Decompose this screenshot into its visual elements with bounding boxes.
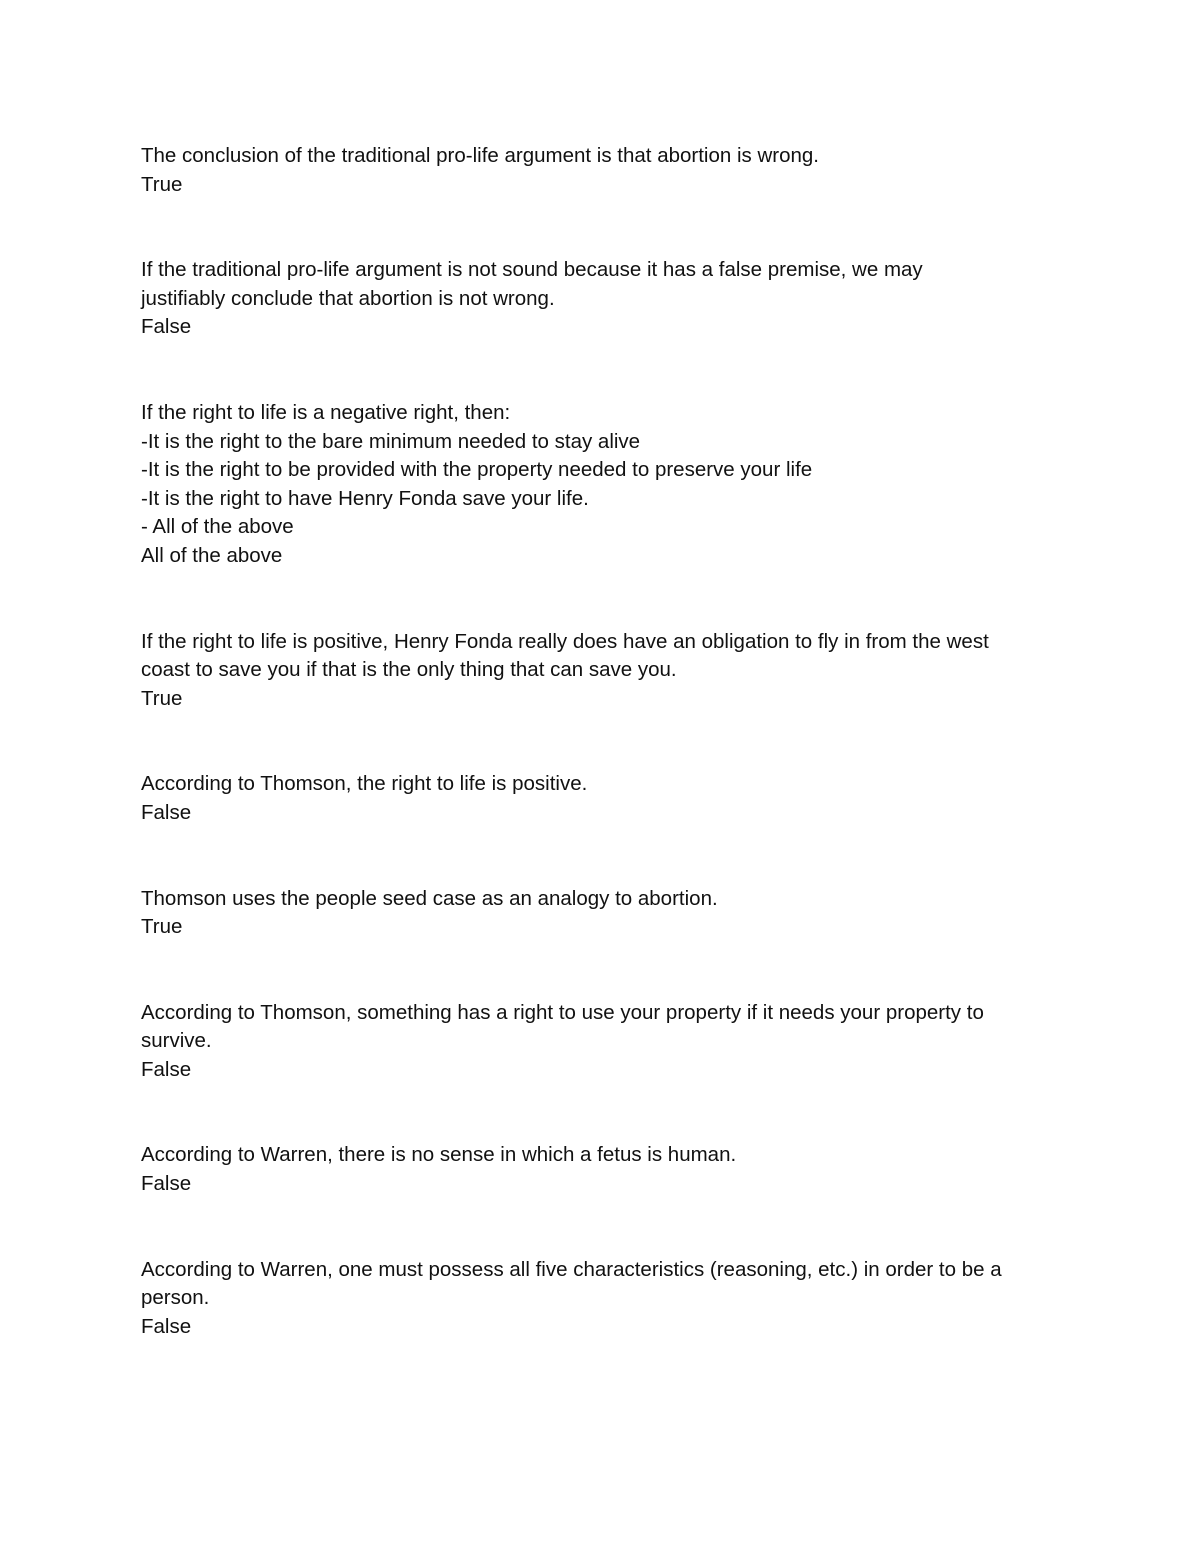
option-text: -It is the right to the bare minimum needed to stay alive [141, 429, 641, 453]
answer-text: True [141, 915, 183, 939]
answer-text: False [141, 800, 192, 824]
question-text: person. [141, 1286, 210, 1310]
question-5 [141, 770, 1061, 827]
answer-text: All of the above [141, 543, 283, 567]
question-8 [141, 1141, 1061, 1198]
spacer [141, 828, 1061, 885]
question-text: The conclusion of the traditional pro-life argument is that abortion is wrong. [141, 144, 820, 167]
answer-text: False [141, 315, 192, 339]
question-2 [141, 256, 1061, 342]
question-text: According to Warren, there is no sense in which a fetus is human. [141, 1143, 737, 1167]
question-1 [141, 142, 1061, 199]
answer-text: False [141, 1314, 192, 1338]
question-6 [141, 885, 1061, 942]
question-3 [141, 399, 1061, 571]
question-text: Thomson uses the people seed case as an analogy to abortion. [141, 886, 718, 910]
question-7 [141, 999, 1061, 1085]
question-text: If the right to life is positive, Henry Fonda really does have an obligation to fly in from the west [141, 629, 989, 653]
answer-text: False [141, 1057, 192, 1081]
spacer [141, 713, 1061, 770]
question-text: According to Thomson, something has a right to use your property if it needs your property to [141, 1000, 984, 1024]
spacer [141, 1199, 1061, 1256]
answer-text: True [141, 686, 183, 710]
answer-text: False [141, 1172, 192, 1196]
question-text: According to Warren, one must possess all five characteristics (reasoning, etc.) in order to be a [141, 1257, 1002, 1281]
question-text: According to Thomson, the right to life is positive. [141, 772, 588, 796]
option-text: -It is the right to have Henry Fonda save your life. [141, 486, 589, 510]
question-text: survive. [141, 1029, 212, 1053]
question-text: If the right to life is a negative right, then: [141, 400, 511, 424]
question-text: If the traditional pro-life argument is not sound because it has a false premise, we may [141, 258, 923, 282]
question-text: coast to save you if that is the only thing that can save you. [141, 658, 677, 682]
document-body [141, 142, 1061, 1341]
spacer [141, 342, 1061, 399]
option-text: -It is the right to be provided with the property needed to preserve your life [141, 458, 813, 482]
question-9 [141, 1256, 1061, 1342]
option-text: - All of the above [141, 515, 294, 539]
spacer [141, 199, 1061, 256]
spacer [141, 571, 1061, 628]
answer-text: True [141, 172, 183, 196]
question-4 [141, 628, 1061, 714]
spacer [141, 1084, 1061, 1141]
question-text: justifiably conclude that abortion is not wrong. [141, 286, 555, 310]
spacer [141, 942, 1061, 999]
